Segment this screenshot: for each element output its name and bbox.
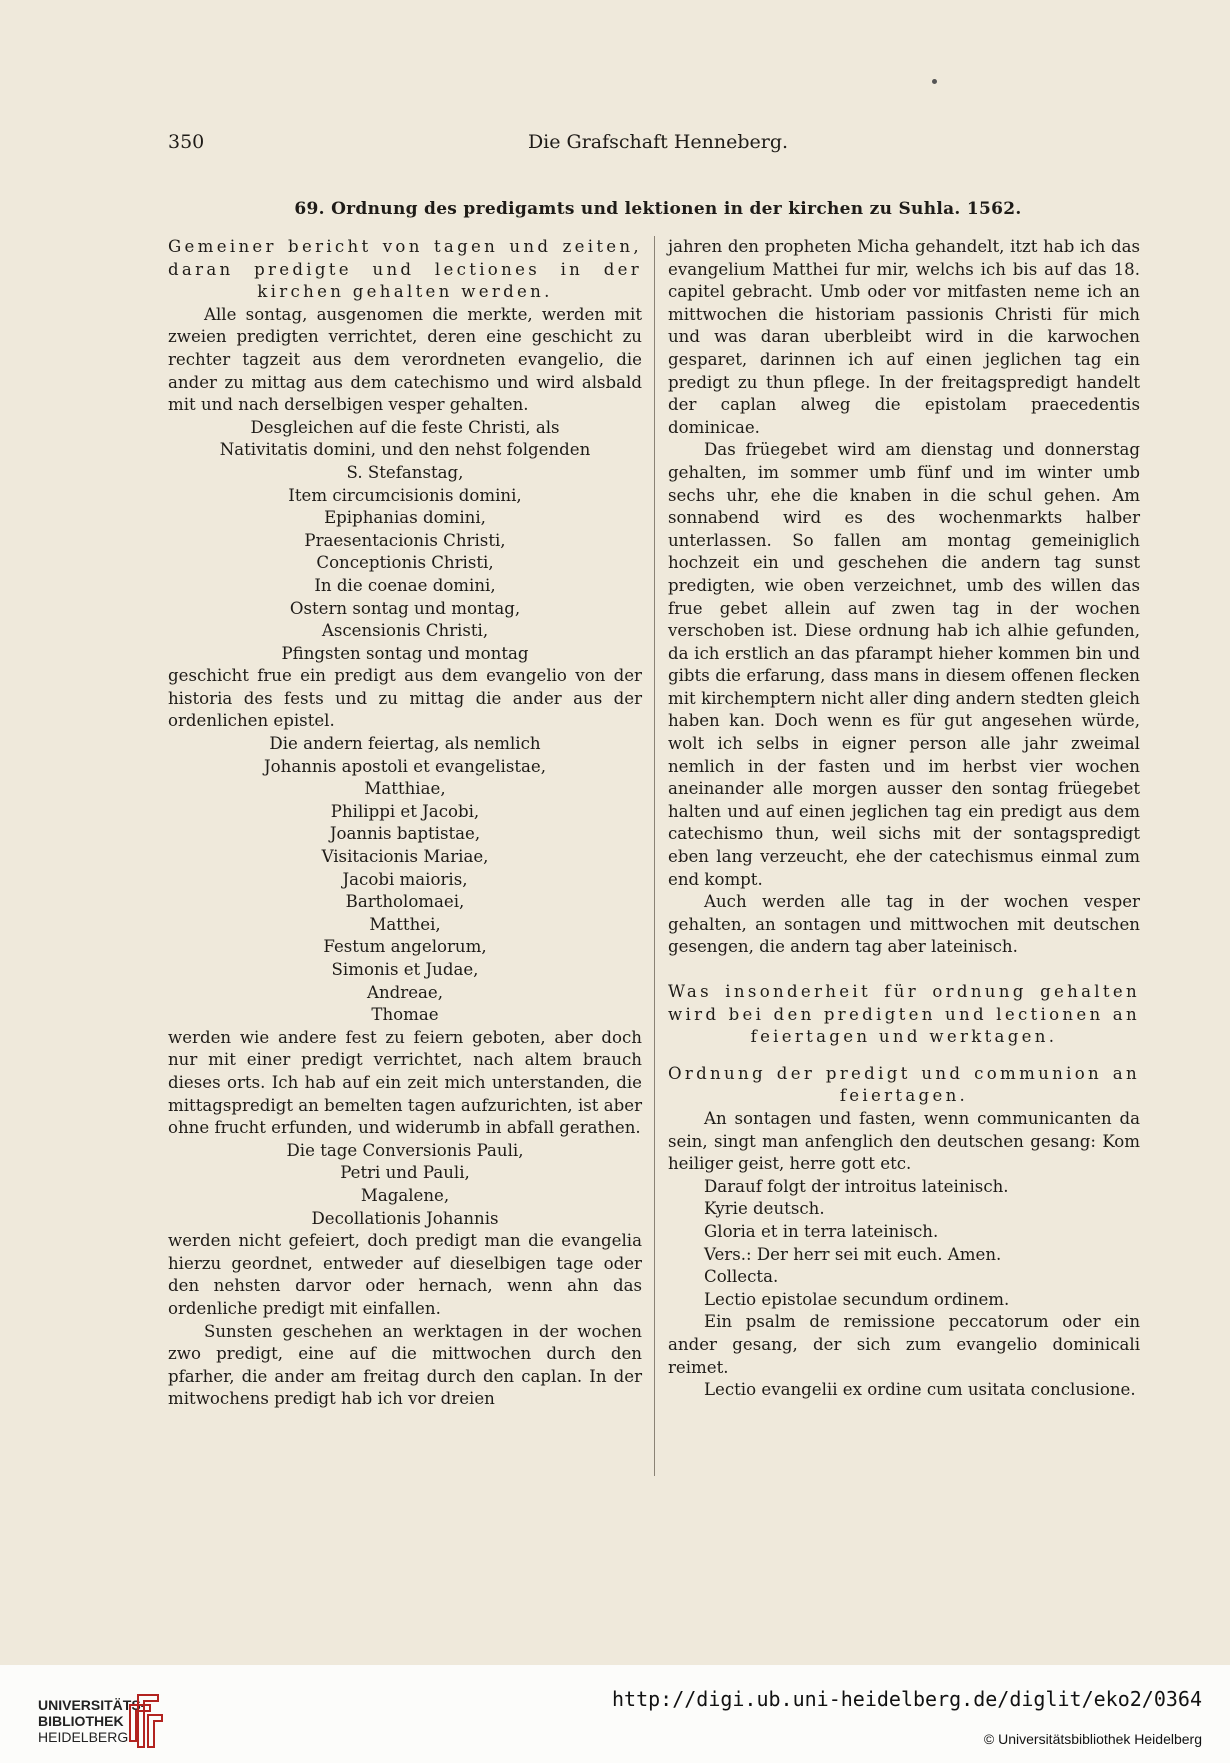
page-header [168,131,1148,161]
liturgy-line: Darauf folgt der introitus lateinisch. [704,1176,1009,1196]
list-line: Nativitatis domini, und den nehst folgenden [219,440,591,460]
library-name-line: UNIVERSITÄTS- [38,1697,146,1713]
list-line: Joannis baptistae, [329,824,481,844]
section-heading: 69. Ordnung des predigamts und lektionen in der kirchen zu Suhla. 1562. [294,199,1022,219]
list-line: Conceptionis Christi, [316,553,494,573]
library-name-line: BIBLIOTHEK [38,1713,124,1729]
footer [0,1665,1230,1763]
paragraph: Ein psalm de remissione peccatorum oder ein ander gesang, der sich zum evangelio dominicali reimet. [668,1312,1140,1377]
library-logo [38,1697,145,1745]
list-line: Decollationis Johannis [311,1208,499,1228]
left-column [168,236,642,1411]
right-column [668,236,1140,1402]
list-line: S. Stefanstag, [346,462,464,482]
list-line: Andreae, [366,982,444,1002]
list-line: Visitacionis Mariae, [321,847,489,867]
list-line: Desgleichen auf die feste Christi, als [250,417,560,437]
list-line: Bartholomaei, [345,892,465,912]
subheading: Was insonderheit für ordnung gehalten wird bei den predigten und lectionen an feiertagen und werktagen. [668,982,1140,1047]
list-line: Petri und Pauli, [340,1163,470,1183]
list-line: Simonis et Judae, [331,960,479,979]
liturgy-line: Gloria et in terra lateinisch. [704,1221,939,1241]
list-line: Die andern feiertag, als nemlich [269,734,541,754]
list-line: Ascensionis Christi, [321,621,489,641]
paragraph: Auch werden alle tag in der wochen vesper gehalten, an sontagen und mittwochen mit deutschen gesengen, die andern tag aber lateinisch. [668,892,1140,957]
paragraph: werden nicht gefeiert, doch predigt man die evangelia hierzu geordnet, entweder auf dieselbigen tage oder den nehsten darvor oder hernach, wenn ahn das ordenliche predigt mit einfallen. [168,1231,642,1318]
liturgy-line: Collecta. [704,1267,779,1287]
library-emblem-icon [124,1691,164,1751]
liturgy-line: Kyrie deutsch. [704,1199,825,1219]
subheading: Gemeiner bericht von tagen und zeiten, daran predigte und lectiones in der kirchen gehalten werden. [168,237,642,302]
list-line: Ostern sontag und montag, [289,598,521,618]
paragraph: geschicht frue ein predigt aus dem evangelio von der historia des fests und zu mittag die ander aus der ordenlichen epistel. [168,666,642,731]
running-title: Die Grafschaft Henneberg. [527,131,789,153]
page-number: 350 [168,131,205,153]
list-line: Item circumcisionis domini, [288,485,522,505]
paragraph: Sunsten geschehen an werktagen in der wochen zwo predigt, eine auf die mittwochen durch den pfarher, die ander am freitag durch den caplan. In der mitwochens predigt hab ich vor dreien [168,1321,642,1409]
paragraph: Lectio evangelii ex ordine cum usitata conclusione. [704,1380,1136,1400]
paragraph: Das früegebet wird am dienstag und donnerstag gehalten, im sommer umb fünf und im winter umb sechs uhr, ehe die knaben in die schul gehen. Am sonnabend wird es des wochenmarkts halber unterlassen. So fallen am montag gemeiniglich hochzeit ein und geschehen die andern tag sunst predigten, wie oben verzeichnet, umb des willen das frue gebet allein auf zwen tag in der wochen verschoben ist. Diese ordnung hab ich alhie gefunden, da ich erstlich an das pfarampt hieher kommen bin und gibts die erfarung, dass mans in diesem offenen flecken mit kirchemptern nicht aller ding andern stedten gleich haben kan. Doch wenn es für gut angesehen würde, wolt ich selbs in eigner person alle jahr zweimal nemlich in der fasten und im herbst vier wochen aneinander alle morgen ausser den sontag früegebet halten und auf einen jeglichen tag ein predigt aus dem catechismo thun, weil sichs mit der sontagspredigt eben lang verzeucht, ehe der catechismus einmal zum end kompt. [668,440,1140,889]
list-line: Matthiae, [364,779,446,799]
paragraph: jahren den propheten Micha gehandelt, itzt hab ich das evangelium Matthei fur mir, welchs ich bis auf das 18. capitel gebracht. Umb oder vor mitfasten neme ich an mittwochen die historiam passionis Christi für mich und was daran uberbleibt wird in die karwochen gesparet, darinnen ich auf einen jeglichen tag ein predigt zu thun pflege. In der freitagspredigt handelt der caplan alweg die epistolam praecedentis dominicae. [668,237,1140,437]
library-name-line: HEIDELBERG [38,1729,129,1745]
copyright: © Universitätsbibliothek Heidelberg [983,1731,1202,1747]
spacer [668,1049,1140,1063]
paragraph: An sontagen und fasten, wenn communicanten da sein, singt man anfenglich den deutschen gesang: Kom heiliger geist, herre gott etc. [668,1108,1140,1174]
list-line: In die coenae domini, [314,575,496,595]
list-line: Die tage Conversionis Pauli, [286,1140,524,1160]
list-line: Festum angelorum, [323,937,487,957]
list-line: Pfingsten sontag und montag [281,643,529,663]
liturgy-line: Lectio epistolae secundum ordinem. [704,1289,1010,1309]
paragraph: Alle sontag, ausgenomen die merkte, werden mit zweien predigten verrichtet, deren eine geschicht zu rechter tagzeit aus dem verordneten evangelio, die ander zu mittag aus dem catechismo und wird alsbald mit und nach derselbigen vesper gehalten. [168,304,642,415]
list-line: Jacobi maioris, [342,869,468,889]
liturgy-line: Vers.: Der herr sei mit euch. Amen. [704,1244,1002,1264]
list-line: Philippi et Jacobi, [330,801,480,821]
paragraph: werden wie andere fest zu feiern geboten, aber doch nur mit einer predigt verrichtet, nach altem brauch dieses orts. Ich hab auf ein zeit mich unterstanden, die mittagspredigt an bemelten tagen aufzurichten, ist aber ohne frucht erfunden, und widerumb in abfall gerathen. [168,1027,642,1138]
list-line: Magalene, [360,1185,450,1205]
source-url[interactable]: http://digi.ub.uni-heidelberg.de/diglit/eko2/0364 [611,1687,1202,1711]
list-line: Praesentacionis Christi, [304,530,506,550]
list-line: Johannis apostoli et evangelistae, [263,756,547,776]
list-line: Epiphanias domini, [324,508,486,528]
column-divider [654,236,655,1476]
list-line: Matthei, [369,914,441,934]
subheading: Ordnung der predigt und communion an feiertagen. [668,1063,1140,1106]
list-line: Thomae [371,1005,439,1025]
spacer [668,959,1140,981]
speck [932,79,937,84]
